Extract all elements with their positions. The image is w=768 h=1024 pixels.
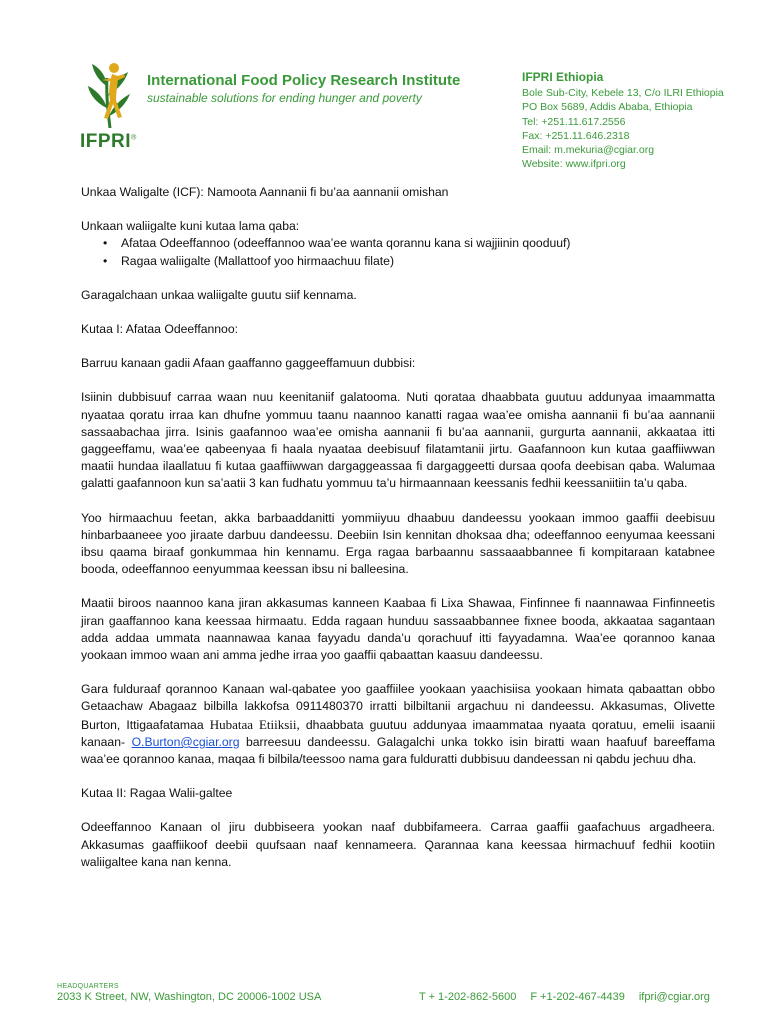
- paragraph-4-part-b: dhaabbata guutuu addunyaa imaammataa nyaata qoratuu, emelii isaanii kanaan-: [81, 717, 716, 749]
- contact-address-line2: PO Box 5689, Addis Ababa, Ethiopia: [522, 101, 693, 114]
- intro-text: Unkaan waliigalte kuni kutaa lama qaba:: [81, 219, 300, 234]
- contact-fax: Fax: +251.11.646.2318: [522, 129, 630, 142]
- section-list: [81, 235, 715, 269]
- footer-tel: T + 1-202-862-5600: [419, 991, 517, 1003]
- list-item: • Ragaa waliigalte (Mallattoof yoo hirmaachuu filate): [121, 253, 715, 270]
- contact-address-line1: Bole Sub-City, Kebele 13, C/o ILRI Ethiopia: [522, 87, 724, 100]
- section-heading-kutaa-2: Kutaa II: Ragaa Walii-galtee: [81, 786, 233, 801]
- footer-fax: F +1-202-467-4439: [530, 991, 625, 1003]
- contact-block: [522, 70, 724, 171]
- list-item: • Afataa Odeeffannoo (odeeffannoo waa’ee wanta qorannu kana si wajjiinin qooduuf): [121, 235, 715, 252]
- footer-headquarters: [57, 983, 321, 1003]
- contact-title: IFPRI Ethiopia: [522, 70, 604, 84]
- logo-wordmark: IFPRI®: [80, 131, 137, 152]
- footer-contacts: [419, 991, 724, 1003]
- paragraph-4-part-c: barreesuu dandeessu. Galagalchi unka tokko isin biratti waan haafuuf bareeffama waa’ee qorannoo kanaa, maqaa fi bilbila/teessoo nama gara fulduratti dubbisuu dandeessan ni qabdu jechuu dha.: [81, 734, 716, 767]
- paragraph-1: Isiinin dubbisuuf carraa waan nuu keenitaniif galatooma. Nuti qorataa dhaabbata guutuu addunyaa imaammatta nyaataa qoratu irraa kan dhufne yommuu taanu naannoo kanatti ragaa waa’ee omisha aannanii fi bu’aa aannanii sassaabachaa jirra. Isinis gaafannoo waa’ee omisha aannanii fi bu’aa aannanii, gurgurta aannanii, akkaataa itti gaggeeffamu, waa’ee qabeenyaa fi haala nyaataa deebisuuf filatamtanii jirtu. Gaafannoon kun kutaa gaaffiiwwan maatii hundaa ilaallatuu fi kutaa gaaffiiwwan dargaggeassaa fi dargaggeetti dursaa qoofa deebisan qaba. Walumaa galatti gaafannoon kun sa’aatii 3 kan fudhatu yommuu ta’u hirmaannaan keessanis fedhii keessaniitiin ta’u qaba.: [81, 390, 715, 491]
- org-name: International Food Policy Research Institute: [147, 72, 461, 89]
- footer-email: ifpri@cgiar.org: [638, 991, 710, 1003]
- paragraph-4-part-a: Gara fulduraaf qorannoo Kanaan wal-qabatee yoo gaaffiilee yookaan yaachisiisa yookaan himata qabaattan obbo Getaachaw Abagaaz bilbilla lakkofsa 0911480370 irratti bilbiltanii argachuu ni dandeessu. Akkasumas, Olivette Burton, Ittigaafatamaa: [81, 682, 715, 732]
- hq-address: 2033 K Street, NW, Washington, DC 20006-1002 USA: [57, 991, 322, 1003]
- hq-label: HEADQUARTERS: [57, 983, 119, 990]
- copy-notice: Garagalchaan unkaa waliigalte guutu siif kennama.: [81, 287, 357, 302]
- reading-instruction: Barruu kanaan gadii Afaan gaaffanno gaggeeffamuun dubbisi:: [81, 356, 416, 371]
- org-tagline: sustainable solutions for ending hunger and poverty: [147, 91, 422, 105]
- paragraph-3: Maatii biroos naannoo kana jiran akkasumas kanneen Kaabaa fi Lixa Shawaa, Finfinnee fi naannawaa Finfinneetis jiran gaaffannoo kana keessaa hirmaatu. Edda ragaan hunduu sassaabbannee fixnee booda, akkaataa sagantaan adda addaa ummata naannawaa kanaa fayyadu danda’u qorachuuf itti fayyadamna. Waa’ee qorannoo kanaa yookaan immoo waan ani amma jedhe irraa yoo gaaffii qabaattan kaasuu dandeessu.: [81, 596, 715, 663]
- paragraph-4: [81, 681, 715, 768]
- ifpri-logo: [80, 56, 140, 151]
- section-heading-kutaa-1: Kutaa I: Afataa Odeeffannoo:: [81, 322, 238, 337]
- paragraph-4-serif-text: Hubataa Etiiksii,: [209, 716, 300, 732]
- contact-website: Website: www.ifpri.org: [522, 158, 626, 171]
- paragraph-2: Yoo hirmaachuu feetan, akka barbaaddanitti yommiiyuu dhaabuu dandeessu yookaan immoo gaaffii deebisuu hinbarbaaneee yoo jiraate darbuu dandeessu. Deebiin Isin kennitan dhoksaa dha; odeeffannoo eenyumaa keessani ibsu qaama biraaf gonkummaa hin kennamu. Erga ragaa barbaannu sassaaabbannee fi kompitaraan katabnee booda, odeeffannoo eenyummaa keessan ibsu ni balleesina.: [81, 510, 715, 577]
- contact-tel: Tel: +251.11.617.2556: [522, 115, 626, 128]
- document-body: [81, 184, 715, 871]
- document-title: Unkaa Waligalte (ICF): Namoota Aannanii fi bu’aa aannanii omishan: [81, 185, 449, 199]
- contact-email: Email: m.mekuria@cgiar.org: [522, 144, 655, 157]
- wheat-figure-logo-icon: [80, 56, 140, 131]
- paragraph-5: Odeeffannoo Kanaan ol jiru dubbiseera yookan naaf dubbifameera. Carraa gaaffii gaafachuus argadheera. Akkasumas gaaffiikoof deebii quufsaan naaf kennameera. Qarannaa kana keessaa hirmachuuf fedhii kootiin waliigaltee kana nan kenna.: [81, 820, 715, 869]
- email-link[interactable]: O.Burton@cgiar.org: [131, 734, 240, 749]
